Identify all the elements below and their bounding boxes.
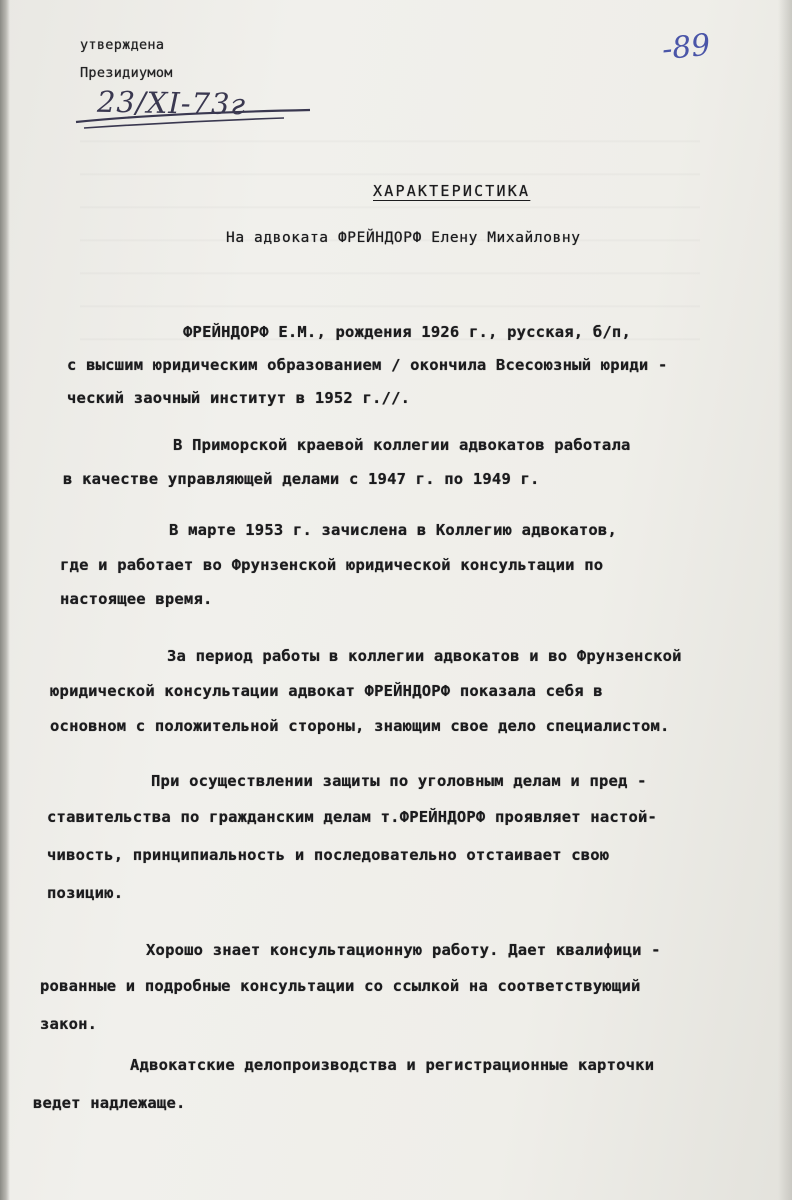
body-line: ведет надлежаще.: [33, 1094, 186, 1112]
body-line: ФРЕЙНДОРФ Е.М., рождения 1926 г., русская, б/п,: [183, 323, 631, 341]
body-line: позицию.: [47, 884, 124, 902]
body-line: настоящее время.: [60, 590, 213, 608]
handwritten-underline-mark: [74, 108, 314, 132]
body-line: В марте 1953 г. зачислена в Коллегию адвокатов,: [169, 521, 617, 539]
body-line: ставительства по гражданским делам т.ФРЕЙНДОРФ проявляет настой-: [47, 808, 658, 826]
body-line: где и работает во Фрунзенской юридической консультации по: [60, 556, 604, 574]
body-line: чивость, принципиальность и последовательно отстаивает свою: [47, 846, 610, 864]
body-line: Хорошо знает консультационную работу. Дает квалифици -: [146, 941, 661, 959]
approval-line-1: утверждена: [80, 37, 165, 53]
approval-line-2: Президиумом: [80, 65, 173, 81]
body-line: При осуществлении защиты по уголовным делам и пред -: [151, 772, 647, 790]
body-line: За период работы в коллегии адвокатов и во Фрунзенской: [167, 647, 682, 665]
page-left-edge: [0, 0, 10, 1200]
body-line: рованные и подробные консультации со ссылкой на соответствующий: [40, 977, 641, 995]
handwritten-page-number: -89: [660, 27, 713, 68]
body-line: юридической консультации адвокат ФРЕЙНДОРФ показала себя в: [50, 682, 603, 700]
document-subtitle: На адвоката ФРЕЙНДОРФ Елену Михайловну: [226, 230, 581, 246]
body-line: Адвокатские делопроизводства и регистрационные карточки: [130, 1056, 655, 1074]
page-right-edge: [778, 0, 792, 1200]
body-line: ческий заочный институт в 1952 г.//.: [67, 389, 411, 407]
body-line: с высшим юридическим образованием / окончила Всесоюзный юриди -: [67, 356, 668, 374]
approval-handwritten-date: 23/XI-73г: [96, 84, 247, 122]
body-line: В Приморской краевой коллегии адвокатов работала: [173, 436, 631, 454]
body-line: закон.: [40, 1015, 98, 1033]
body-line: основном с положительной стороны, знающим свое дело специалистом.: [50, 717, 670, 735]
document-title: ХАРАКТЕРИСТИКА: [373, 182, 531, 200]
body-line: в качестве управляющей делами с 1947 г. по 1949 г.: [63, 470, 540, 488]
